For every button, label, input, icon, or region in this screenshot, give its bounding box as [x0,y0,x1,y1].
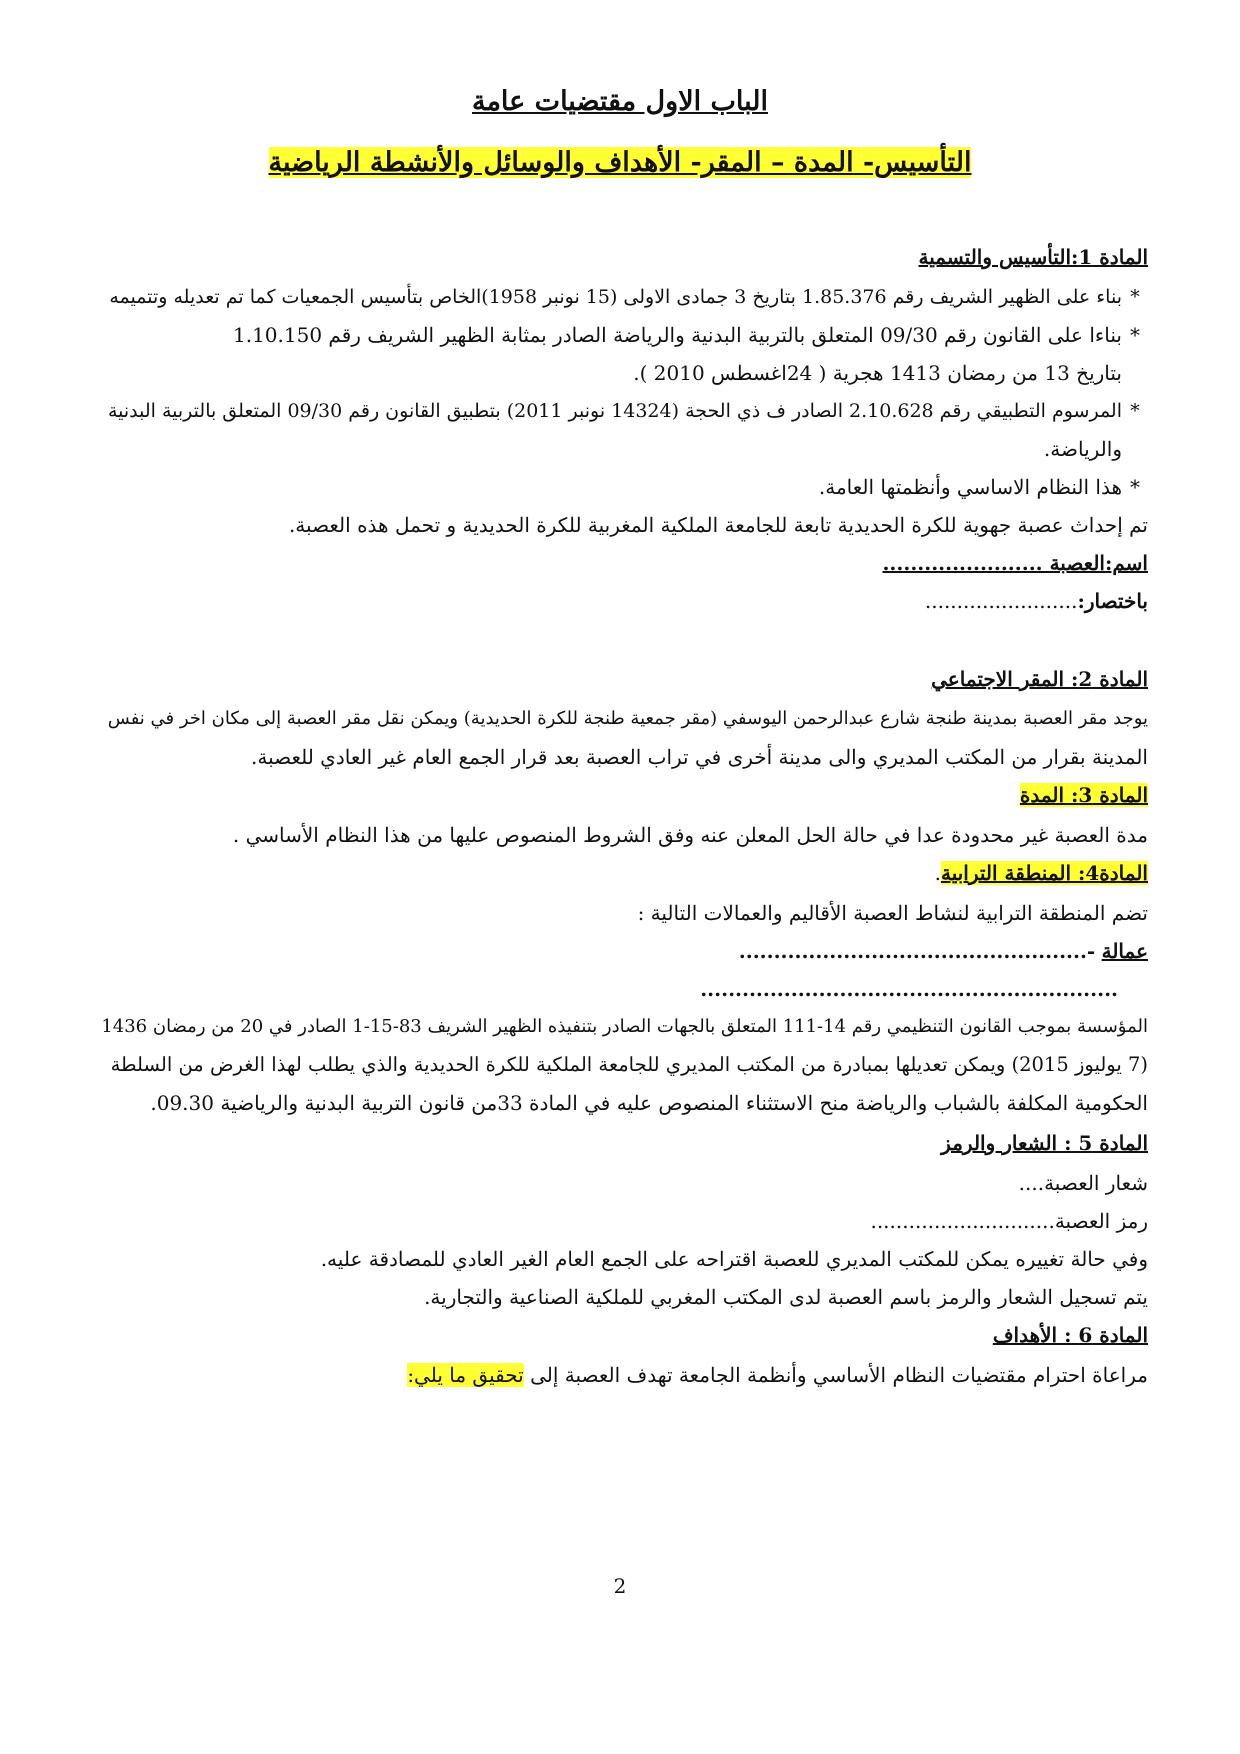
paragraph-text: يوجد مقر العصبة بمدينة طنجة شارع عبدالرحمن اليوسفي (مقر جمعية طنجة للكرة الحديدية) ويمكن نقل مقر العصبة إلى مكان اخر في نفس [107,708,1148,729]
article5-line3 [92,1244,1148,1274]
league-name-label: اسم:العصبة ....................... [882,551,1148,575]
paragraph-text: تضم المنطقة الترابية لنشاط العصبة الأقاليم والعمالات التالية : [637,901,1148,925]
bullet-text: هذا النظام الاساسي وأنظمتها العامة. [818,475,1122,499]
chapter-subtitle [0,143,1240,183]
article1-abbr-field [92,586,1148,616]
article4-heading [92,858,1148,888]
article1-bullet4 [92,472,1148,502]
paragraph-text: مدة العصبة غير محدودة عدا في حالة الحل المعلن عنه وفق الشروط المنصوص عليها من هذا النظام الأساسي . [232,823,1148,847]
article3-heading [92,780,1148,810]
article1-heading [92,242,1148,272]
article1-bullet3-cont [1044,434,1122,464]
article6-heading [92,1320,1148,1350]
article1-name-field [92,548,1148,578]
article3-line1 [92,820,1148,850]
article1-text [92,510,1148,540]
bullet-text-continued: والرياضة. [1043,437,1122,461]
article4-prefecture-field [92,936,1148,966]
article2-line1 [92,704,1148,734]
bullet-marker: * [1130,286,1140,308]
article1-bullet2 [92,320,1148,350]
paragraph-text: وفي حالة تغييره يمكن للمكتب المديري للعصبة اقتراحه على الجمع العام الغير العادي للمصادقة عليه. [320,1247,1148,1271]
article4-line5 [92,1050,1148,1080]
bullet-text-continued: بتاريخ 13 من رمضان 1413 هجرية ( 24اغسطس 2010 ). [633,361,1122,385]
abbreviation-label: باختصار: [1077,589,1148,613]
dots-line: ............................................................ [700,977,1118,1001]
article4-line6 [92,1088,1148,1118]
chapter-title [0,82,1240,122]
article6-line1 [92,1360,1148,1390]
article6-heading-text: المادة 6 : الأهداف [992,1323,1148,1347]
bullet-text: المرسوم التطبيقي رقم 2.10.628 الصادر ف ذي الحجة (14324 نونبر 2011) بتطبيق القانون رقم 09/30 المتعلق بالتربية البدنية [107,400,1122,422]
bullet-marker: * [1130,400,1140,422]
paragraph-text: مراعاة احترام مقتضيات النظام الأساسي وأنظمة الجامعة تهدف العصبة إلى [523,1363,1148,1387]
paragraph-text: تم إحداث عصبة جهوية للكرة الحديدية تابعة للجامعة الملكية المغربية للكرة الحديدية و تحمل هذه العصبة. [288,513,1148,537]
logo-label: شعار العصبة.... [1018,1171,1148,1195]
article4-dots-line [92,974,1148,1004]
article4-line4 [92,1012,1148,1042]
highlighted-text: تحقيق ما يلي: [407,1363,524,1387]
article1-heading-text: المادة 1:التأسيس والتسمية [918,245,1148,269]
article1-bullet3 [92,396,1148,426]
article2-heading-text: المادة 2: المقر الاجتماعي [931,667,1148,691]
prefecture-label: عمالة [1101,939,1148,963]
bullet-text: بناء على الظهير الشريف رقم 1.85.376 بتاريخ 3 جمادى الاولى (15 نونبر 1958)الخاص بتأسيس الجمعيات كما تم تعديله وتتميمه [109,286,1122,308]
paragraph-text: المؤسسة بموجب القانون التنظيمي رقم 14-111 المتعلق بالجهات الصادر بتنفيذه الظهير الشريف 83-15-1 الصادر في 20 من رمضان 1436 [101,1016,1148,1037]
article2-heading [92,664,1148,694]
symbol-label: رمز العصبة............................. [870,1209,1148,1233]
page-number: 2 [613,1574,627,1598]
chapter-title-text: الباب الاول مقتضيات عامة [471,86,769,117]
article5-line2 [92,1206,1148,1236]
bullet-text: بناءا على القانون رقم 09/30 المتعلق بالتربية البدنية والرياضة الصادر بمثابة الظهير الشريف رقم 1.10.150 [232,323,1122,347]
article1-bullet2-cont [633,358,1122,388]
article5-heading-text: المادة 5 : الشعار والرمز [941,1131,1148,1155]
paragraph-text: الحكومية المكلفة بالشباب والرياضة منح الاستثناء المنصوص عليه في المادة 33من قانون التربية البدنية والرياضية 09.30. [150,1091,1148,1115]
article1-bullet1 [92,282,1148,312]
chapter-subtitle-text: التأسيس- المدة – المقر- الأهداف والوسائل والأنشطة الرياضية [268,147,972,178]
bullet-marker: * [1130,323,1140,347]
article5-line4 [92,1282,1148,1312]
article5-line1 [92,1168,1148,1198]
article2-line2 [92,742,1148,772]
article4-heading-text: المادة4: المنطقة الترابية [940,861,1148,885]
article4-line1 [92,898,1148,928]
prefecture-dots: -.................................................. [738,939,1096,963]
article5-heading [92,1128,1148,1158]
article3-heading-text: المادة 3: المدة [1019,783,1148,807]
abbreviation-dots: ........................ [924,589,1078,613]
heading-dot: . [934,861,941,885]
paragraph-text: المدينة بقرار من المكتب المديري والى مدينة أخرى في تراب العصبة بعد قرار الجمع العام غير العادي للعصبة. [251,745,1148,769]
paragraph-text: (7 يوليوز 2015) ويمكن تعديلها بمبادرة من المكتب المديري للجامعة الملكية للكرة الحديدية والذي يطلب لهذا الغرض من السلطة [110,1053,1148,1076]
paragraph-text: يتم تسجيل الشعار والرمز باسم العصبة لدى المكتب المغربي للملكية الصناعية والتجارية. [424,1285,1148,1309]
bullet-marker: * [1130,475,1140,499]
